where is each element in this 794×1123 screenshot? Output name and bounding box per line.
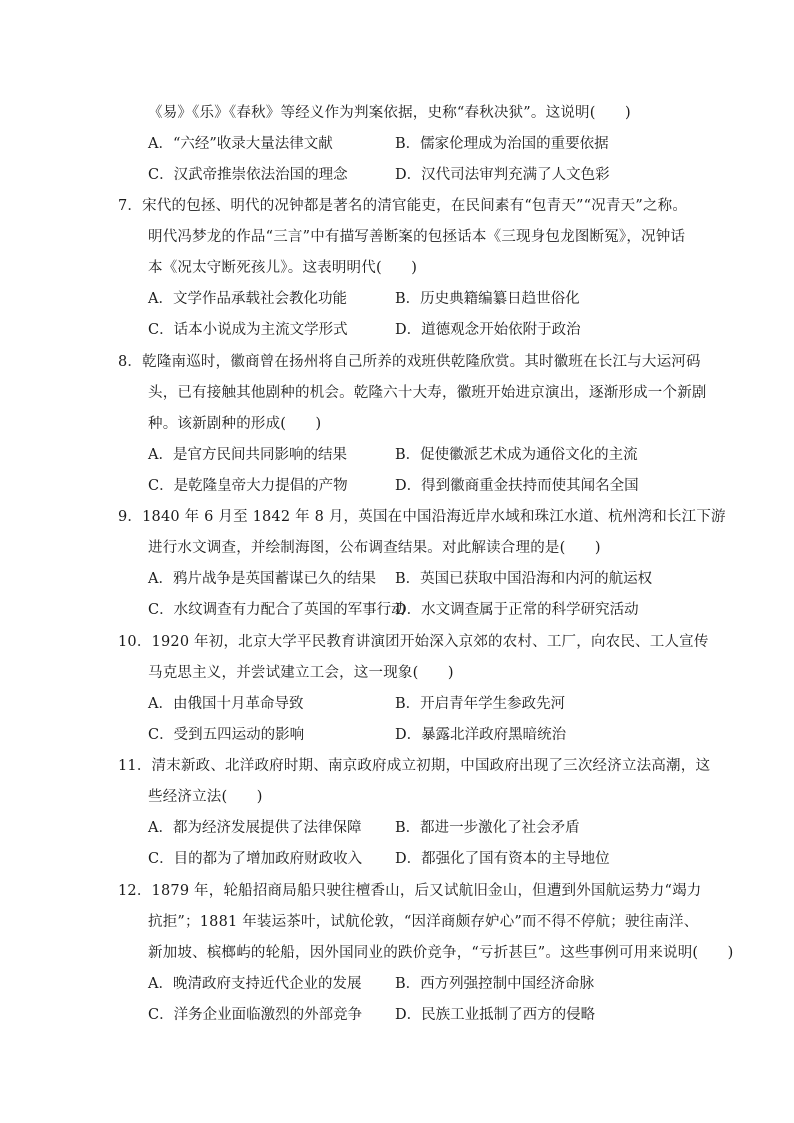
q12-option-a: A．晚清政府支持近代企业的发展 bbox=[148, 976, 362, 992]
q6-option-c: C．汉武帝推崇依法治国的理念 bbox=[148, 167, 348, 183]
q11-option-b: B．都进一步激化了社会矛盾 bbox=[395, 820, 580, 836]
q6-stem-line: 《易》《乐》《春秋》等经义作为判案依据，史称“春秋决狱”。这说明( ) bbox=[148, 105, 631, 121]
q9-stem-line: 进行水文调查，并绘制海图，公布调查结果。对此解读合理的是( ) bbox=[148, 540, 601, 556]
q9-option-a: A．鸦片战争是英国蓄谋已久的结果 bbox=[148, 571, 376, 587]
q10-option-a: A．由俄国十月革命导致 bbox=[148, 696, 304, 712]
q10-option-d: D．暴露北洋政府黑暗统治 bbox=[395, 727, 567, 743]
q12-option-d: D．民族工业抵制了西方的侵略 bbox=[395, 1007, 596, 1023]
q7-option-b: B．历史典籍编纂日趋世俗化 bbox=[395, 291, 580, 307]
q7-stem-line: 7．宋代的包拯、明代的况钟都是著名的清官能吏，在民间素有“包青天”“况青天”之称。 bbox=[118, 198, 688, 214]
q8-option-a: A．是官方民间共同影响的结果 bbox=[148, 447, 347, 463]
q7-option-c: C．话本小说成为主流文学形式 bbox=[148, 322, 348, 338]
q8-option-b: B．促使徽派艺术成为通俗文化的主流 bbox=[395, 447, 638, 463]
q9-stem-line: 9．1840 年 6 月至 1842 年 8 月，英国在中国沿海近岸水域和珠江水道、杭州湾和长江下游 bbox=[118, 509, 726, 525]
q10-option-c: C．受到五四运动的影响 bbox=[148, 727, 305, 743]
q12-option-b: B．西方列强控制中国经济命脉 bbox=[395, 976, 595, 992]
q6-option-b: B．儒家伦理成为治国的重要依据 bbox=[395, 136, 609, 152]
q7-option-a: A．文学作品承载社会教化功能 bbox=[148, 291, 347, 307]
q12-stem-line: 12．1879 年，轮船招商局船只驶往檀香山，后又试航旧金山，但遭到外国航运势力“竭力 bbox=[118, 883, 702, 899]
q11-stem-line: 些经济立法( ) bbox=[148, 789, 263, 805]
q8-stem-line: 8．乾隆南巡时，徽商曾在扬州将自己所养的戏班供乾隆欣赏。其时徽班在长江与大运河码 bbox=[118, 354, 701, 370]
q11-option-d: D．都强化了国有资本的主导地位 bbox=[395, 851, 610, 867]
q6-option-d: D．汉代司法审判充满了人文色彩 bbox=[395, 167, 610, 183]
q11-option-c: C．目的都为了增加政府财政收入 bbox=[148, 851, 363, 867]
q8-stem-line: 种。该新剧种的形成( ) bbox=[148, 416, 322, 432]
q7-stem-line: 明代冯梦龙的作品“三言”中有描写善断案的包拯话本《三现身包龙图断冤》，况钟话 bbox=[148, 229, 686, 245]
q6-option-a: A．“六经”收录大量法律文献 bbox=[148, 136, 333, 152]
q10-stem-line: 10．1920 年初，北京大学平民教育讲演团开始深入京郊的农村、工厂，向农民、工人宣传 bbox=[118, 634, 709, 650]
q9-option-b: B．英国已获取中国沿海和内河的航运权 bbox=[395, 571, 653, 587]
q8-option-c: C．是乾隆皇帝大力提倡的产物 bbox=[148, 478, 348, 494]
q8-stem-line: 头，已有接触其他剧种的机会。乾隆六十大寿，徽班开始进京演出，逐渐形成一个新剧 bbox=[148, 385, 707, 401]
q12-stem-line: 新加坡、槟榔屿的轮船，因外国同业的跌价竞争，“亏折甚巨”。这些事例可用来说明( ) bbox=[148, 945, 734, 961]
q9-option-d: D．水文调查属于正常的科学研究活动 bbox=[395, 602, 639, 618]
q11-stem-line: 11．清末新政、北洋政府时期、南京政府成立初期，中国政府出现了三次经济立法高潮，这 bbox=[118, 758, 711, 774]
q9-option-c: C．水纹调查有力配合了英国的军事行动 bbox=[148, 602, 406, 618]
q7-option-d: D．道德观念开始依附于政治 bbox=[395, 322, 581, 338]
q12-option-c: C．洋务企业面临激烈的外部竞争 bbox=[148, 1007, 363, 1023]
q7-stem-line: 本《况太守断死孩儿》。这表明明代( ) bbox=[148, 260, 418, 276]
q10-stem-line: 马克思主义，并尝试建立工会，这一现象( ) bbox=[148, 665, 454, 681]
q12-stem-line: 抗拒”；1881 年装运茶叶，试航伦敦，“因洋商颇存妒心”而不得不停航；驶往南洋、 bbox=[148, 914, 699, 930]
q8-option-d: D．得到徽商重金扶持而使其闻名全国 bbox=[395, 478, 639, 494]
q10-option-b: B．开启青年学生参政先河 bbox=[395, 696, 566, 712]
q11-option-a: A．都为经济发展提供了法律保障 bbox=[148, 820, 362, 836]
